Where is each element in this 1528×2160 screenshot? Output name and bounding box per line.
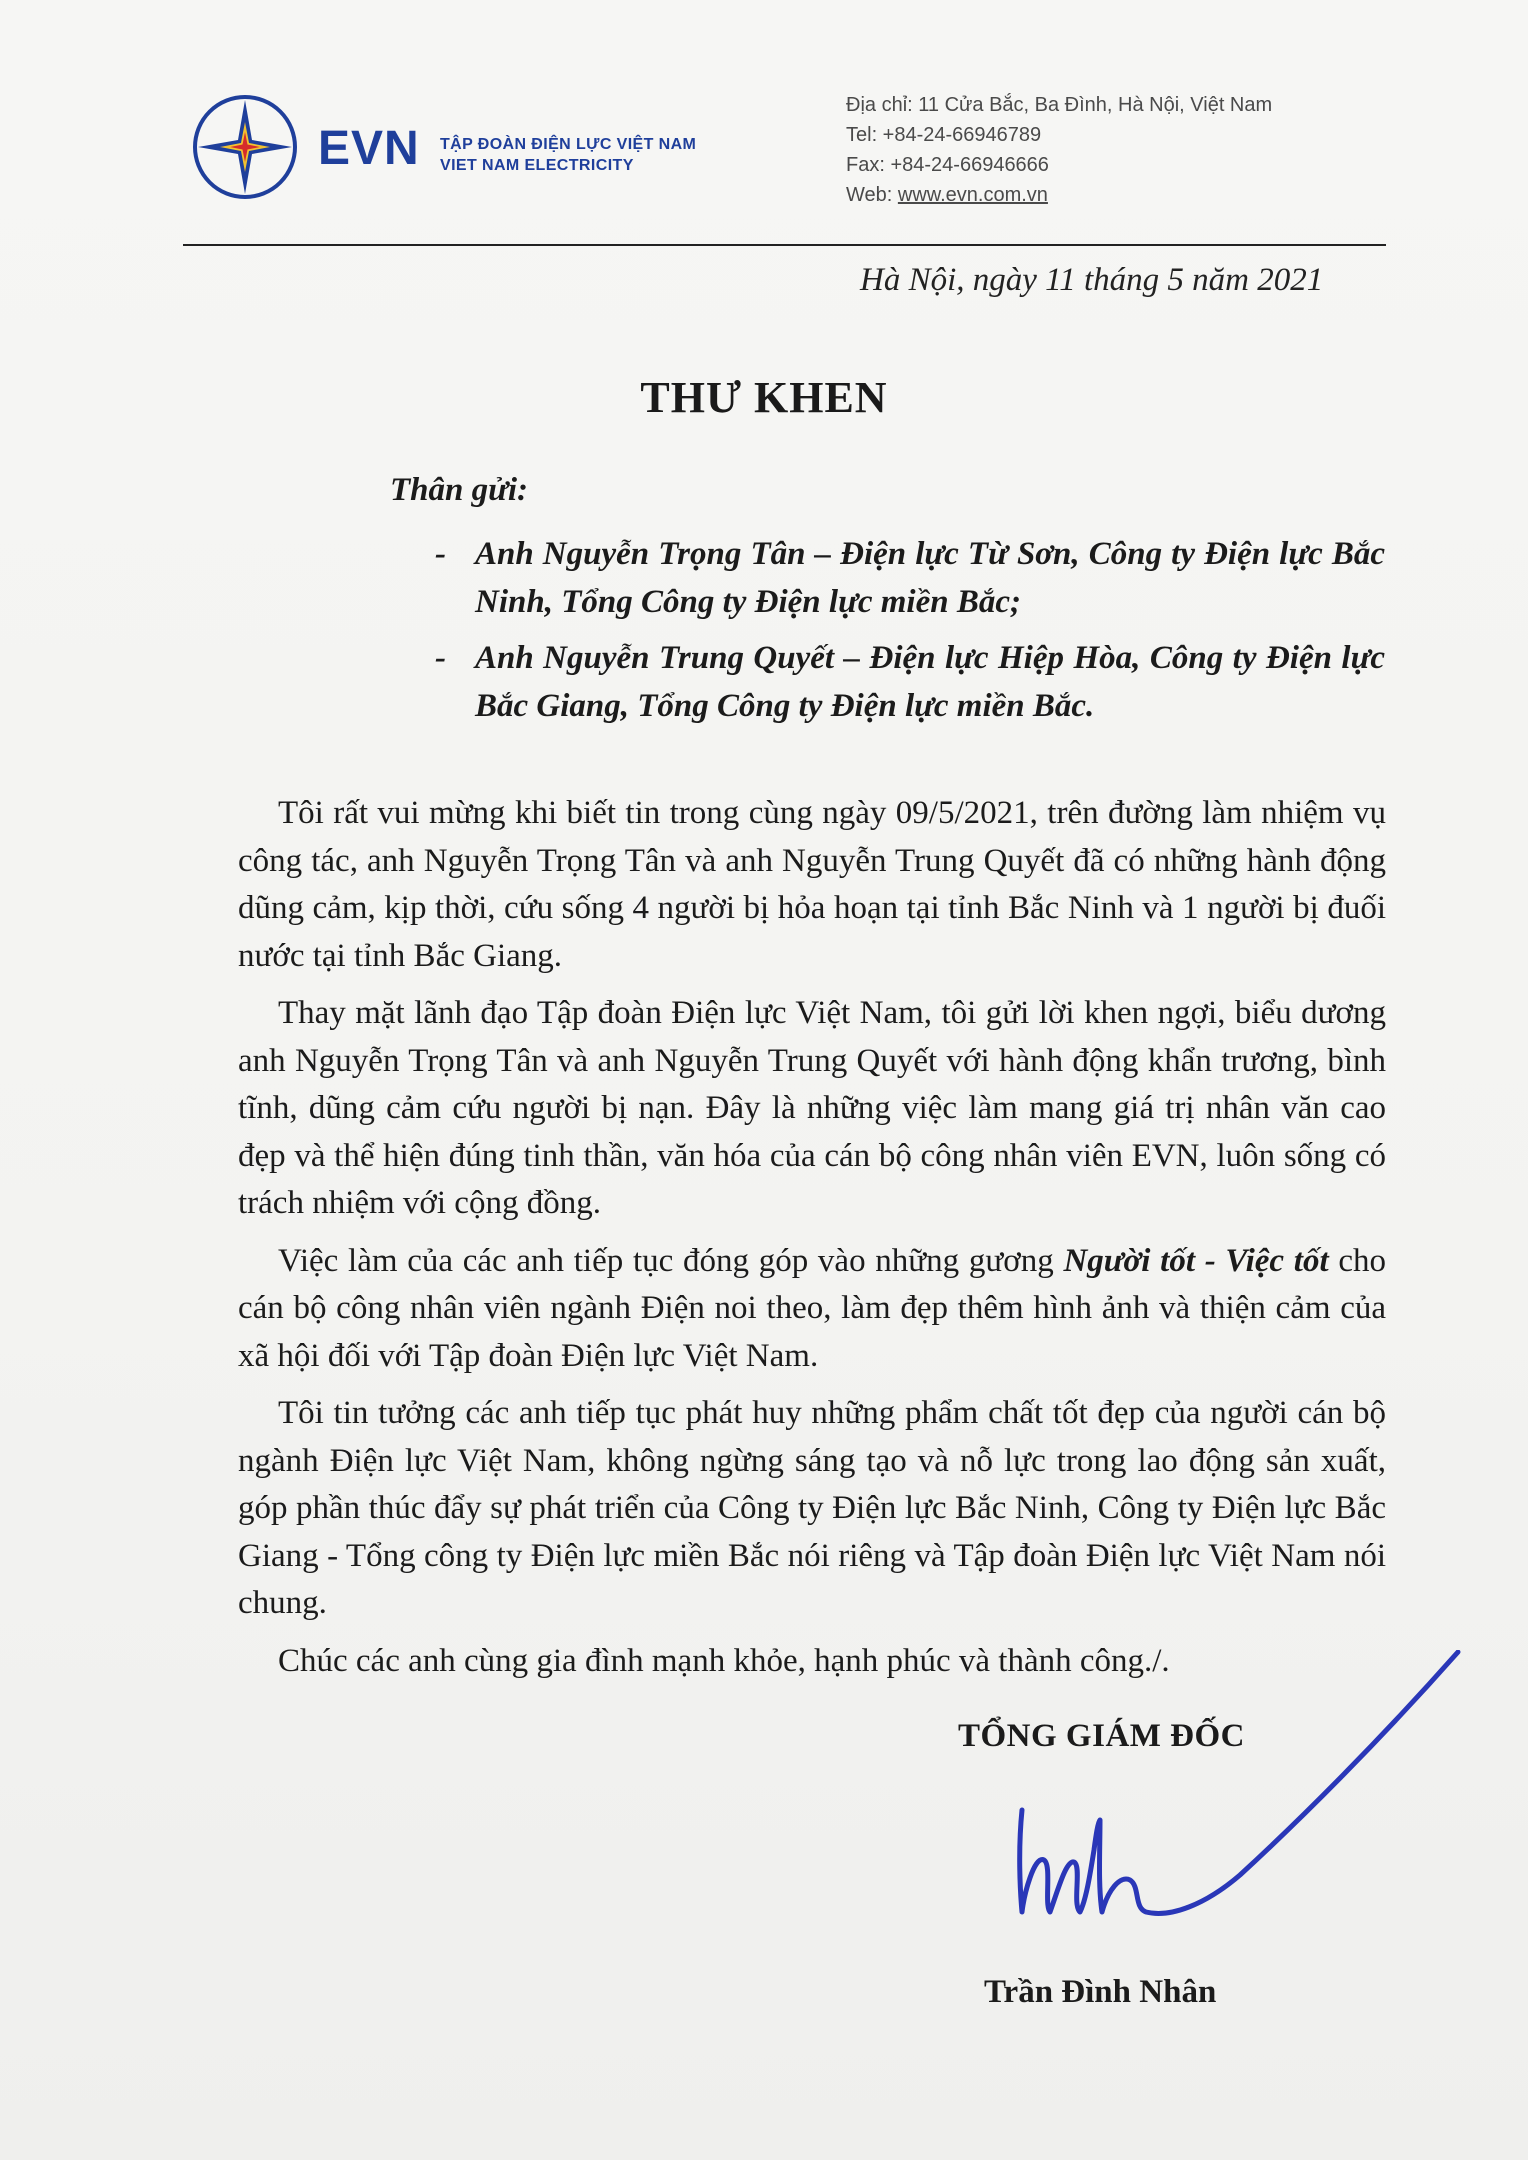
recipient-item (435, 530, 1385, 626)
recipient-text: Anh Nguyễn Trung Quyết – Điện lực Hiệp Hòa, Công ty Điện lực Bắc Giang, Tổng Công ty Điện lực miền Bắc. (475, 640, 1385, 724)
website-label: Web: (846, 184, 898, 206)
header-divider (183, 244, 1386, 246)
organization-name-vi: TẬP ĐOÀN ĐIỆN LỰC VIỆT NAM (440, 136, 697, 153)
body-paragraph-3 (238, 1238, 1386, 1381)
body-paragraph-3-emphasis: Người tốt - Việc tốt (1063, 1242, 1329, 1279)
signatory-title: TỔNG GIÁM ĐỐC (958, 1718, 1245, 1754)
brand-name: EVN (318, 122, 420, 175)
body-paragraph-4: Tôi tin tưởng các anh tiếp tục phát huy những phẩm chất tốt đẹp của người cán bộ ngành Điện lực Việt Nam, không ngừng sáng tạo và nỗ lực trong lao động sản xuất, góp phần thúc đẩy sự phát triển của Công ty Điện lực Bắc Ninh, Công ty Điện lực Bắc Giang - Tổng công ty Điện lực miền Bắc nói riêng và Tập đoàn Điện lực Việt Nam nói chung. (238, 1395, 1386, 1621)
body-paragraph-2: Thay mặt lãnh đạo Tập đoàn Điện lực Việt Nam, tôi gửi lời khen ngợi, biểu dương anh Nguyễn Trọng Tân và anh Nguyễn Trung Quyết với hành động khẩn trương, bình tĩnh, dũng cảm cứu người bị nạn. Đây là những việc làm mang giá trị nhân văn cao đẹp và thể hiện đúng tinh thần, văn hóa của cán bộ công nhân viên EVN, luôn sống có trách nhiệm với cộng đồng. (238, 995, 1386, 1221)
organization-name (440, 134, 696, 176)
recipient-text: Anh Nguyễn Trọng Tân – Điện lực Từ Sơn, Công ty Điện lực Bắc Ninh, Tổng Công ty Điện lực miền Bắc; (475, 536, 1385, 620)
website-link[interactable]: www.evn.com.vn (897, 184, 1048, 206)
body-paragraph-5: Chúc các anh cùng gia đình mạnh khỏe, hạnh phúc và thành công./. (278, 1642, 1170, 1679)
greeting: Thân gửi: (390, 472, 529, 508)
body-paragraph-1: Tôi rất vui mừng khi biết tin trong cùng ngày 09/5/2021, trên đường làm nhiệm vụ công tác, anh Nguyễn Trọng Tân và anh Nguyễn Trung Quyết đã có những hành động dũng cảm, kịp thời, cứu sống 4 người bị hỏa hoạn tại tỉnh Bắc Ninh và 1 người bị đuối nước tại tỉnh Bắc Giang. (238, 795, 1386, 974)
organization-name-en: VIET NAM ELECTRICITY (440, 157, 634, 174)
letter-body (238, 790, 1386, 1695)
fax: Fax: +84-24-66946666 (846, 154, 1049, 176)
handwritten-signature (1000, 1650, 1470, 1980)
recipient-bullet: - (435, 640, 446, 676)
body-paragraph-3-lead: Việc làm của các anh tiếp tục đóng góp vào những gương (278, 1242, 1064, 1279)
body-paragraph-3-tail: cho cán bộ công nhân viên ngành Điện noi theo, làm đẹp thêm hình ảnh và thiện cảm của xã hội đối với Tập đoàn Điện lực Việt Nam. (238, 1242, 1386, 1374)
letter-date: Hà Nội, ngày 11 tháng 5 năm 2021 (860, 262, 1324, 298)
contact-info (846, 90, 1272, 210)
signatory-name: Trần Đình Nhân (984, 1974, 1217, 2010)
evn-logo-icon (190, 92, 300, 202)
recipient-bullet: - (435, 536, 446, 572)
letter-title: THƯ KHEN (640, 373, 888, 422)
telephone: Tel: +84-24-66946789 (846, 124, 1042, 146)
website (846, 180, 1272, 210)
address: Địa chỉ: 11 Cửa Bắc, Ba Đình, Hà Nội, Việt Nam (846, 94, 1273, 116)
recipient-item (435, 634, 1385, 730)
